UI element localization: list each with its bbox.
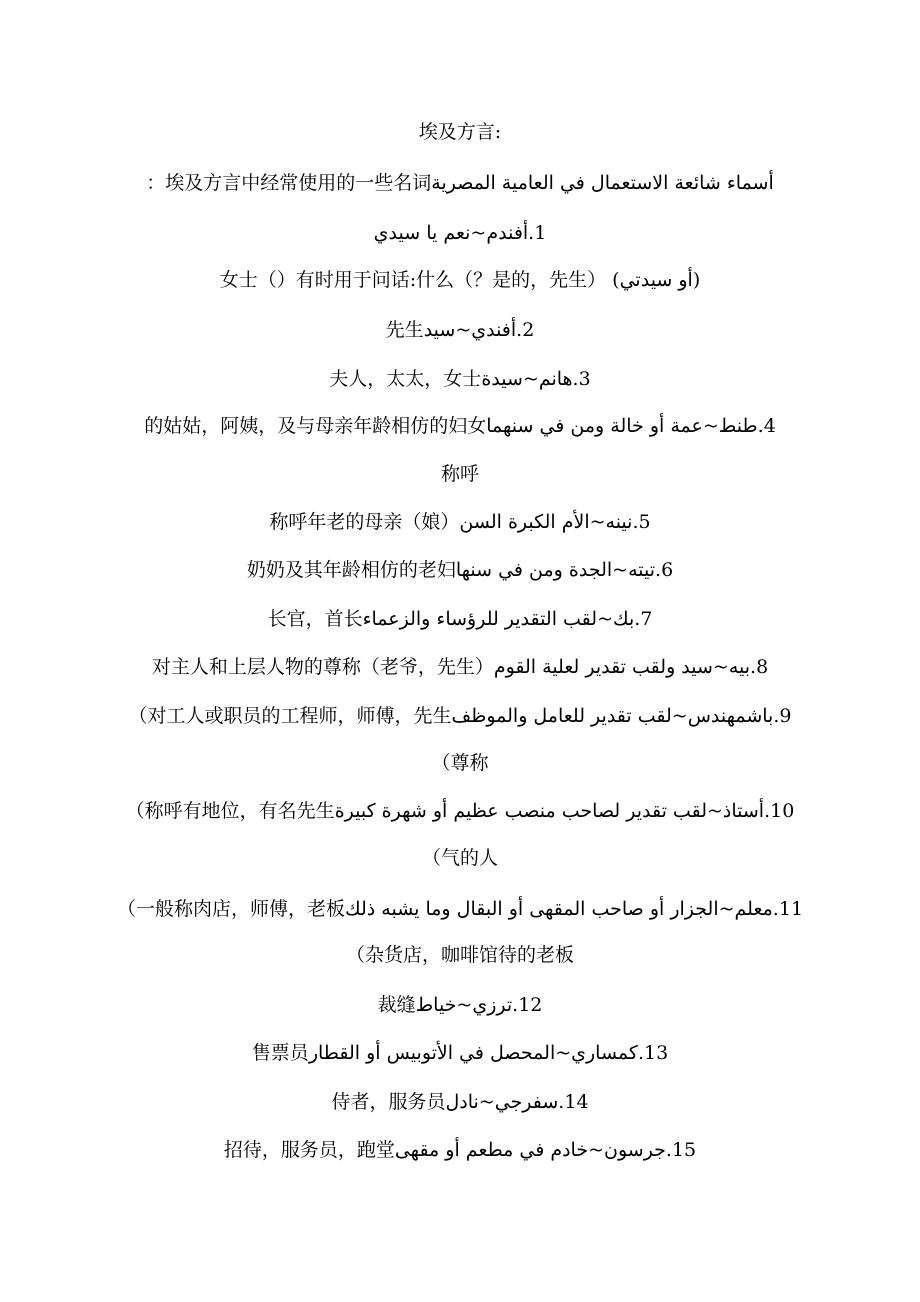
entry-line: （尊称 <box>431 752 489 774</box>
entry-line: 12.ترزي~خياط裁缝 <box>377 994 543 1016</box>
document-title: 埃及方言: <box>418 121 502 143</box>
entry-line: 9.باشمهندس~لقب تقدير للعامل والموظف对工人或职员的工程师，师傅，先生） <box>128 705 792 727</box>
entry-line: (أو سيدتي) 女士（）有时用于问话:什么（？是的，先生） <box>219 269 701 291</box>
entry-line: 6.تيته~الجدة ومن في سنها奶奶及其年龄相仿的老妇 <box>246 559 674 581</box>
entry-line: 3.هانم~سيدة夫人，太太，女士 <box>329 368 591 390</box>
entry-line: 称呼 <box>440 463 479 485</box>
entry-line: 14.سفرجي~نادل侍者，服务员 <box>331 1091 589 1113</box>
entry-line: 2.أفندي~سيد先生 <box>385 319 535 341</box>
entry-line: 5.نينه~الأم الكبرة السن称呼年老的母亲（娘） <box>269 511 651 533</box>
entry-line: 4.طنط~عمة أو خالة ومن في سنهما的姑姑，阿姨，及与母亲年龄相仿的妇女 <box>144 415 776 437</box>
entry-line: 13.كمساري~المحصل في الأتوبيس أو القطار售票员 <box>251 1042 669 1064</box>
entry-line: 10.أستاذ~لقب تقدير لصاحب منصب عظيم أو شهرة كبيرة称呼有地位，有名先生） <box>125 800 795 822</box>
entry-line: 8.بيه~سيد ولقب تقدير لعلية القوم对主人和上层人物的尊称（老爷，先生） <box>151 656 769 678</box>
entry-line: 15.جرسون~خادم في مطعم أو مقهى招待，服务员，跑堂 <box>223 1139 697 1161</box>
entry-line: （杂货店，咖啡馆待的老板 <box>345 944 574 966</box>
entry-line: 11.معلم~الجزار أو صاحب المقهى أو البقال وما يشبه ذلك一般称肉店，师傅，老板） <box>116 898 804 920</box>
entry-line: 1.أفندم~نعم يا سيدي <box>373 222 547 244</box>
entry-line: （气的人 <box>421 847 498 869</box>
document-subtitle: أسماء شائعة الاستعمال في العامية المصرية埃及方言中经常使用的一些名词： <box>146 172 774 194</box>
entry-line: 7.بك~لقب التقدير للرؤساء والزعماء长官，首长 <box>267 608 653 630</box>
